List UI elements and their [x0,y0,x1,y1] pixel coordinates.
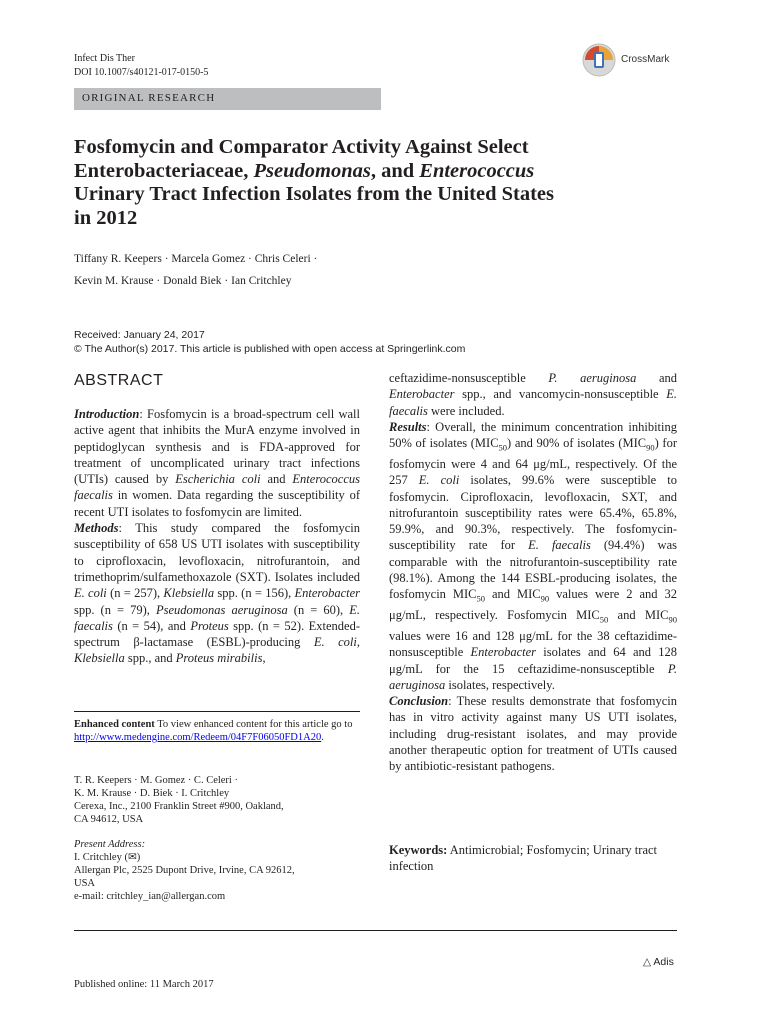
article-category: ORIGINAL RESEARCH [82,92,216,104]
journal-header [74,52,208,80]
abstract-results: Results: Overall, the minimum concentration inhibiting 50% of isolates $(MIC_{50})$ and 90% of isolates $(MIC_{90})$ for fosfomycin were 4 and 64 μg/mL, respectively. Of the 257 E. coli isolates, 99.6% were susceptible to fosfomycin. Ciprofloxacin, levofloxacin, SXT, and nitrofurantoin susceptibility rates were 65.4%, 65.8%, 59.9%, and 90.3%, respectively. The fosfomycin-susceptibility rate for E. faecalis (94.4%) was comparable with the nitrofurantoin-susceptibility rate (98.1%). Among the 144 ESBL-producing isolates, the fosfomycin $MIC_{50}$ and $MIC_{90}$ values were 2 and 32 μg/mL, respectively. Fosfomycin $MIC_{50}$ and $MIC_{90}$ values were 16 and 128 μg/mL for the 38 ceftazidime-nonsusceptible Enterobacter isolates and 64 and 128 μg/mL for the 15 ceftazidime-nonsusceptible P. aeruginosa isolates, respectively. [389,419,678,692]
doi: DOI 10.1007/s40121-017-0150-5 [74,67,209,78]
corresponding-email[interactable]: e-mail: critchley_ian@allergan.com [74,891,226,902]
keywords: Keywords: Antimicrobial; Fosfomycin; Urinary tract infection [389,843,658,873]
author-list: Tiffany R. Keepers · Marcela Gomez · Chris Celeri · Kevin M. Krause · Donald Biek · Ian Critchley [74,253,318,287]
article-title: Fosfomycin and Comparator Activity Against Select Enterobacteriaceae, Pseudomonas, and Enterococcus Urinary Tract Infection Isolates from the United States in 2012 [74,136,554,229]
crossmark-icon [581,42,617,78]
footer-divider [74,930,677,931]
publisher-logo [643,956,674,968]
abstract-conclusion: Conclusion: These results demonstrate that fosfomycin has in vitro activity against many US UTI isolates, including drug-resistant isolates, and may provide another therapeutic option for treatment of UTIs caused by antibiotic-resistant pathogens. [389,694,677,774]
crossmark-label: CrossMark [621,54,670,65]
crossmark-badge[interactable] [581,42,711,80]
abstract-methods-continued: ceftazidime-nonsusceptible P. aeruginosa and Enterobacter spp., and vancomycin-nonsusceptible E. faecalis were included. [389,371,677,418]
enhanced-content-link[interactable]: http://www.medengine.com/Redeem/04F7F06050FD1A20 [74,732,322,743]
author-affiliation: T. R. Keepers · M. Gomez · C. Celeri · K. M. Krause · D. Biek · I. Critchley Cerexa, Inc., 2100 Franklin Street #900, Oakland, CA 94612, USA [74,775,284,825]
journal-name: Infect Dis Ther [74,53,135,64]
publisher-name: Adis [653,956,674,968]
received-date: Received: January 24, 2017 [74,329,205,341]
copyright-notice: © The Author(s) 2017. This article is published with open access at Springerlink.com [74,343,466,355]
enhanced-content-note: Enhanced content To view enhanced content for this article go to http://www.medengine.com/Redeem/04F7F06050FD1A20. [74,719,353,743]
abstract-introduction: Introduction: Fosfomycin is a broad-spectrum cell wall active agent that inhibits the MurA enzyme involved in peptidoglycan synthesis and is FDA-approved for treatment of uncomplicated urinary tract infections (UTIs) caused by Escherichia coli and Enterococcus faecalis in women. Data regarding the susceptibility of recent UTI isolates to fosfomycin are limited. [74,407,360,519]
abstract-column-left [74,406,360,667]
abstract-column-right [389,370,677,775]
abstract-heading: ABSTRACT [74,372,164,389]
published-online-date: Published online: 11 March 2017 [74,979,214,990]
divider [74,711,360,712]
abstract-methods: Methods: This study compared the fosfomycin susceptibility of 658 US UTI isolates with susceptibility to ciprofloxacin, levofloxacin, nitrofurantoin, and trimethoprim/sulfamethoxazole (SXT). Isolates included E. coli (n = 257), Klebsiella spp. (n = 156), Enterobacter spp. (n = 79), Pseudomonas aeruginosa (n = 60), E. faecalis (n = 54), and Proteus spp. (n = 52). Extended-spectrum β-lactamase (ESBL)-producing E. coli, Klebsiella spp., and Proteus mirabilis, [74,521,361,666]
adis-triangle-icon: △ [643,956,652,968]
present-address: Present Address: I. Critchley (✉) Allergan Plc, 2525 Dupont Drive, Irvine, CA 92612, USA e-mail: critchley_ian@allergan.com [74,838,360,903]
article-dates [74,328,465,356]
article-category-bar [74,88,381,110]
